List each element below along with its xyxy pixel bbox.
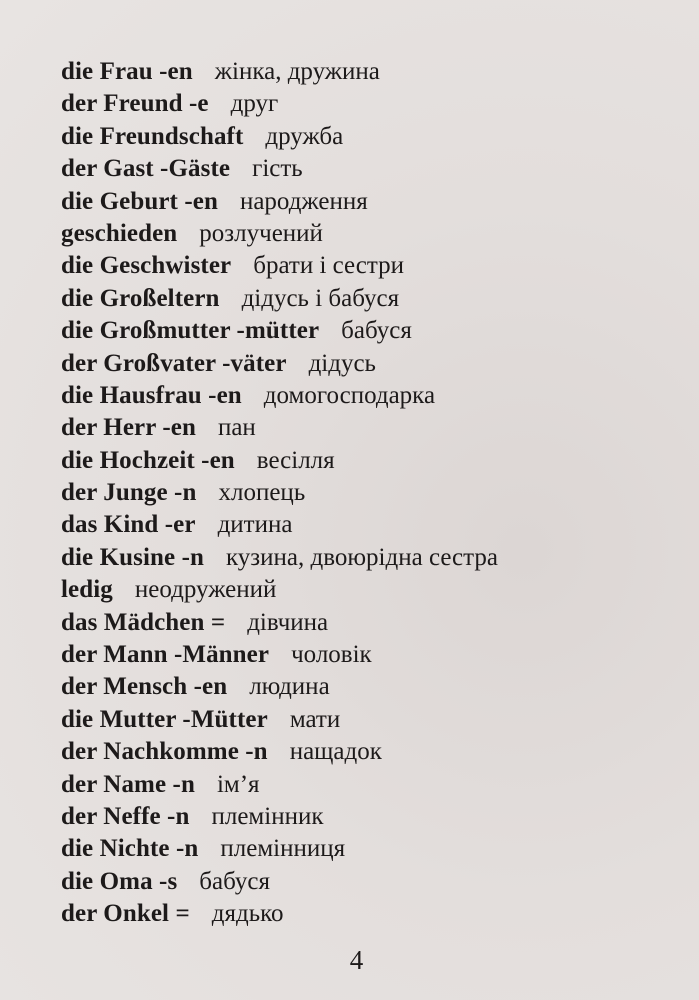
- vocab-entry: [61, 218, 681, 250]
- vocab-entry: [61, 736, 681, 768]
- german-term: die Kusine -n: [61, 543, 204, 571]
- ukrainian-translation: неодружений: [134, 576, 277, 604]
- german-term: die Freundschaft: [61, 122, 244, 150]
- ukrainian-translation: жінка, дружина: [214, 58, 380, 85]
- ukrainian-translation: дідусь і бабуся: [241, 284, 400, 312]
- vocab-entry: [61, 574, 681, 606]
- vocab-entry: [61, 315, 681, 347]
- vocab-entry: [61, 412, 681, 444]
- german-term: ledig: [61, 576, 113, 604]
- german-term: die Großeltern: [61, 284, 220, 312]
- vocab-entry: [61, 898, 681, 930]
- german-term: die Geschwister: [61, 252, 232, 280]
- ukrainian-translation: хлопець: [218, 479, 306, 507]
- ukrainian-translation: людина: [249, 673, 330, 701]
- vocab-entry: [61, 88, 681, 120]
- german-term: der Onkel =: [61, 900, 190, 928]
- ukrainian-translation: друг: [230, 90, 279, 118]
- ukrainian-translation: дружба: [265, 122, 344, 150]
- german-term: der Name -n: [61, 770, 195, 798]
- ukrainian-translation: нащадок: [289, 738, 382, 766]
- ukrainian-translation: дідусь: [308, 349, 376, 377]
- vocab-entry: [61, 445, 681, 477]
- german-term: die Frau -en: [61, 58, 193, 85]
- ukrainian-translation: кузина, двоюрідна сестра: [226, 543, 498, 571]
- german-term: das Mädchen =: [61, 608, 226, 636]
- ukrainian-translation: домогосподарка: [263, 381, 436, 409]
- ukrainian-translation: бабуся: [199, 867, 270, 895]
- vocab-entry: [61, 348, 681, 380]
- ukrainian-translation: мати: [289, 705, 341, 733]
- ukrainian-translation: дівчина: [247, 608, 329, 636]
- vocab-entry: [61, 509, 681, 541]
- ukrainian-translation: чоловік: [291, 641, 372, 669]
- german-term: geschieden: [61, 219, 178, 247]
- ukrainian-translation: гість: [252, 155, 303, 183]
- german-term: der Nachkomme -n: [61, 738, 268, 766]
- vocab-entry: [61, 153, 681, 185]
- vocab-entry: [61, 542, 681, 574]
- ukrainian-translation: народження: [239, 187, 368, 215]
- ukrainian-translation: брати і сестри: [253, 252, 404, 280]
- german-term: die Nichte -n: [61, 835, 199, 863]
- vocab-entry: [61, 186, 681, 218]
- ukrainian-translation: розлучений: [199, 219, 323, 247]
- german-term: der Herr -en: [61, 414, 196, 442]
- ukrainian-translation: дитина: [217, 511, 293, 539]
- vocab-entry: [61, 283, 681, 315]
- vocab-entry: [61, 639, 681, 671]
- vocab-entry: [61, 866, 681, 898]
- german-term: die Oma -s: [61, 867, 178, 895]
- vocab-entry: [61, 250, 681, 282]
- german-term: die Hausfrau -en: [61, 381, 242, 409]
- vocabulary-list: [61, 56, 681, 931]
- vocab-entry: [61, 121, 681, 153]
- vocab-entry: [61, 380, 681, 412]
- vocab-entry: [61, 801, 681, 833]
- ukrainian-translation: племінниця: [220, 835, 346, 863]
- german-term: der Gast -Gäste: [61, 155, 231, 183]
- german-term: der Junge -n: [61, 479, 197, 507]
- ukrainian-translation: бабуся: [341, 317, 412, 345]
- vocab-entry: [61, 607, 681, 639]
- ukrainian-translation: племінник: [211, 802, 324, 830]
- german-term: der Freund -e: [61, 90, 209, 118]
- ukrainian-translation: пан: [217, 414, 256, 442]
- german-term: der Mann -Männer: [61, 641, 270, 669]
- german-term: der Mensch -en: [61, 673, 228, 701]
- vocab-entry: [61, 56, 681, 88]
- german-term: die Hochzeit -en: [61, 446, 235, 474]
- vocab-entry: [61, 477, 681, 509]
- german-term: die Großmutter -mütter: [61, 317, 320, 345]
- ukrainian-translation: весілля: [256, 446, 335, 474]
- vocab-entry: [61, 769, 681, 801]
- german-term: der Großvater -väter: [61, 349, 287, 377]
- ukrainian-translation: ім’я: [216, 770, 260, 798]
- german-term: das Kind -er: [61, 511, 196, 539]
- german-term: die Mutter -Mütter: [61, 705, 268, 733]
- vocab-entry: [61, 671, 681, 703]
- german-term: der Neffe -n: [61, 802, 190, 830]
- page-number: 4: [349, 945, 364, 975]
- vocab-entry: [61, 833, 681, 865]
- ukrainian-translation: дядько: [211, 900, 284, 928]
- vocab-entry: [61, 704, 681, 736]
- german-term: die Geburt -en: [61, 187, 218, 215]
